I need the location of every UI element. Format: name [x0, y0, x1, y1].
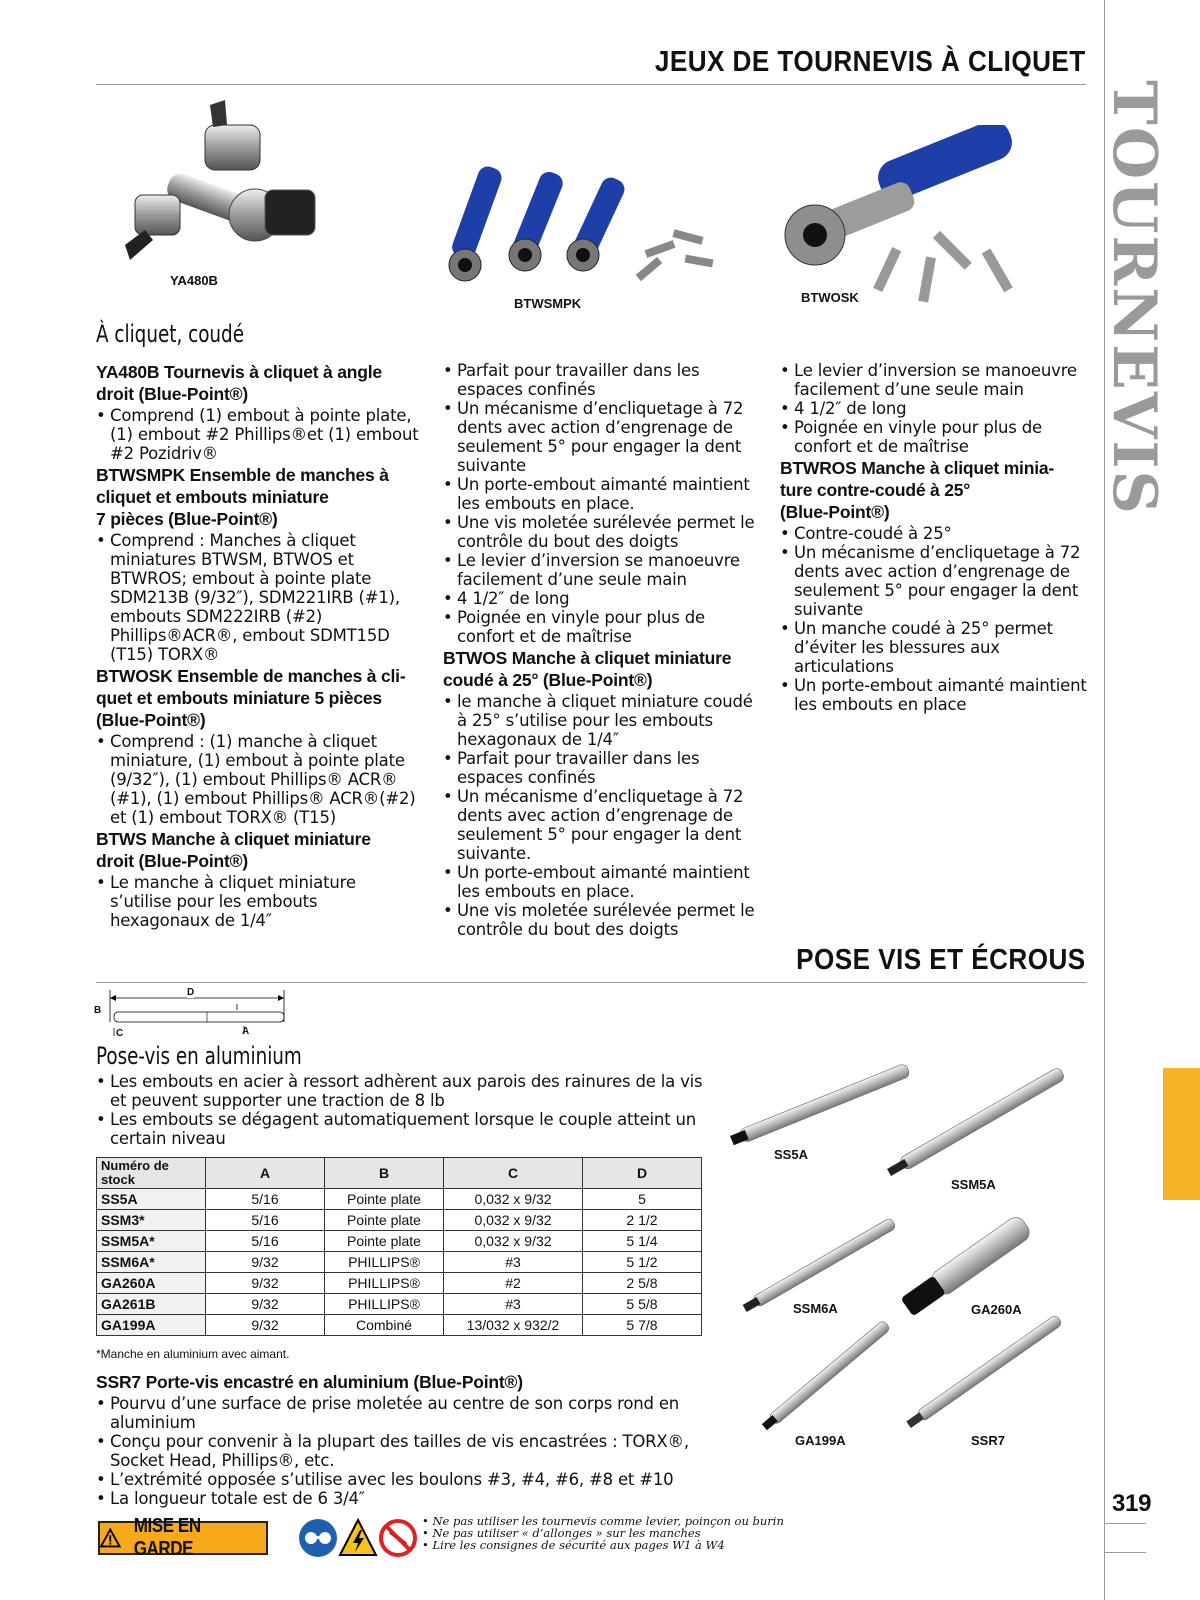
warning-triangle-icon — [100, 1528, 121, 1548]
table-cell: 0,032 x 9/32 — [444, 1189, 583, 1210]
tools-image — [725, 1040, 1095, 1460]
table-cell: 5/16 — [206, 1231, 325, 1252]
section1-subtitle: À cliquet, coudé — [96, 320, 245, 348]
ya480b-image — [115, 95, 330, 275]
list-item: • Un porte-embout aimanté maintient les embouts en place — [780, 676, 1095, 714]
list-item: • Parfait pour travailler dans les espaces confinés — [443, 749, 758, 787]
section1-col2 — [443, 361, 758, 939]
table-cell: 0,032 x 9/32 — [444, 1231, 583, 1252]
electric-hazard-icon — [338, 1518, 378, 1558]
table-header: D — [583, 1158, 702, 1189]
table-cell: 2 5/8 — [583, 1273, 702, 1294]
table-row — [97, 1210, 702, 1231]
diagram-label-c: C — [116, 1028, 124, 1039]
diagram-label-d: D — [187, 987, 195, 998]
table-header: B — [325, 1158, 444, 1189]
list-item: • Contre-coudé à 25° — [780, 524, 1095, 543]
ss5a-label: SS5A — [774, 1147, 808, 1162]
list-item: • 4 1/2″ de long — [443, 589, 758, 608]
page-number-rule-bottom — [1104, 1552, 1146, 1553]
btwsmpk-title: BTWSMPK Ensemble de manches à cliquet et embouts miniature 7 pièces (Blue-Point®) — [96, 465, 389, 529]
list-item: • Un porte-embout aimanté maintient les embouts en place. — [443, 475, 758, 513]
warning-item: • Lire les consignes de sécurité aux pages W1 à W4 — [422, 1538, 725, 1552]
table-cell: #3 — [444, 1252, 583, 1273]
page-number: 319 — [1112, 1490, 1152, 1517]
table-cell: SS5A — [97, 1189, 206, 1210]
table-cell: PHILLIPS® — [325, 1273, 444, 1294]
table-cell: PHILLIPS® — [325, 1252, 444, 1273]
list-item: • Un mécanisme d’encliquetage à 72 dents avec action d’engrenage de seulement 5° pour engager la dent suivante — [443, 399, 758, 475]
diagram-label-a: A — [242, 1026, 250, 1037]
table-cell: SSM3* — [97, 1210, 206, 1231]
table-header: Numéro de stock — [97, 1158, 206, 1189]
table-cell: SSM5A* — [97, 1231, 206, 1252]
list-item: • Parfait pour travailler dans les espaces confinés — [443, 361, 758, 399]
btwosk-label: BTWOSK — [801, 290, 859, 305]
ga199a-label: GA199A — [795, 1433, 846, 1448]
list-item: • L’extrémité opposée s’utilise avec les boulons #3, #4, #6, #8 et #10 — [96, 1470, 706, 1489]
list-item: • Une vis moletée surélevée permet le contrôle du bout des doigts — [443, 901, 758, 939]
table-cell: Pointe plate — [325, 1231, 444, 1252]
eye-protection-icon — [298, 1518, 338, 1558]
btwros-title: BTWROS Manche à cliquet minia- ture contre-coudé à 25° (Blue-Point®) — [780, 458, 1055, 522]
diagram-label-b: B — [94, 1005, 102, 1016]
list-item: • le manche à cliquet miniature coudé à 25° s’utilise pour les embouts hexagonaux de 1/4″ — [443, 692, 758, 749]
ssr7-block — [96, 1370, 706, 1508]
table-row — [97, 1315, 702, 1336]
list-item: • Pourvu d’une surface de prise moletée au centre de son corps rond en aluminium — [96, 1394, 706, 1432]
no-hammer-icon — [378, 1518, 418, 1558]
table-cell: 9/32 — [206, 1273, 325, 1294]
warning-item: • Ne pas utiliser les tournevis comme levier, poinçon ou burin — [422, 1514, 784, 1528]
table-cell: Combiné — [325, 1315, 444, 1336]
ga260a-label: GA260A — [971, 1302, 1022, 1317]
warning-item: • Ne pas utiliser « d’allonges » sur les manches — [422, 1526, 701, 1540]
table-row — [97, 1189, 702, 1210]
ssm5a-label: SSM5A — [951, 1177, 996, 1192]
table-cell: 5 7/8 — [583, 1315, 702, 1336]
table-cell: Pointe plate — [325, 1189, 444, 1210]
ya480b-title: YA480B Tournevis à cliquet à angle droit (Blue-Point®) — [96, 362, 382, 404]
list-item: • Une vis moletée surélevée permet le contrôle du bout des doigts — [443, 513, 758, 551]
side-tab-text: TOURNEVIS — [1099, 80, 1169, 516]
list-item: • La longueur totale est de 6 3/4″ — [96, 1489, 706, 1508]
ssr7-label: SSR7 — [971, 1433, 1005, 1448]
spec-table — [96, 1157, 702, 1336]
table-cell: 9/32 — [206, 1294, 325, 1315]
list-item: • Le levier d’inversion se manoeuvre facilement d’une seule main — [443, 551, 758, 589]
table-header-row — [97, 1158, 702, 1189]
table-cell: 5/16 — [206, 1189, 325, 1210]
page-number-rule-top — [1104, 1523, 1146, 1524]
table-row — [97, 1231, 702, 1252]
list-item: • Les embouts se dégagent automatiquement lorsque le couple atteint un certain niveau — [96, 1110, 706, 1148]
btwsmpk-image — [445, 145, 735, 295]
page-title: JEUX DE TOURNEVIS À CLIQUET — [655, 46, 1086, 78]
list-item: • Comprend : Manches à cliquet miniatures BTWSM, BTWOS et BTWROS; embout à pointe plate SDM213B (9/32″), SDM221IRB (#1), embouts SDM222IRB (#2) Phillips®ACR®, embout SDMT15D (T15) TORX® — [96, 531, 421, 664]
ssm6a-label: SSM6A — [793, 1301, 838, 1316]
list-item: • Un porte-embout aimanté maintient les embouts en place. — [443, 863, 758, 901]
table-row — [97, 1294, 702, 1315]
accent-tab — [1163, 1068, 1200, 1200]
table-note: *Manche en aluminium avec aimant. — [96, 1347, 290, 1361]
table-cell: #2 — [444, 1273, 583, 1294]
section2-bullets — [96, 1072, 706, 1148]
table-cell: GA261B — [97, 1294, 206, 1315]
ya480b-label: YA480B — [170, 273, 218, 288]
table-cell: 5 5/8 — [583, 1294, 702, 1315]
table-cell: 9/32 — [206, 1315, 325, 1336]
list-item: • Comprend (1) embout à pointe plate, (1) embout #2 Phillips®et (1) embout #2 Pozidriv® — [96, 406, 421, 463]
warning-box — [98, 1515, 268, 1560]
table-cell: 0,032 x 9/32 — [444, 1210, 583, 1231]
side-tab — [1099, 78, 1169, 518]
section2-subtitle: Pose-vis en aluminium — [96, 1042, 302, 1070]
list-item: • 4 1/2″ de long — [780, 399, 1095, 418]
section1-col1 — [96, 360, 421, 930]
list-item: • Poignée en vinyle pour plus de confort et de maîtrise — [780, 418, 1095, 456]
table-cell: 5/16 — [206, 1210, 325, 1231]
btws-title: BTWS Manche à cliquet miniature droit (Blue-Point®) — [96, 829, 371, 871]
title-rule — [96, 84, 1086, 85]
list-item: • Poignée en vinyle pour plus de confort et de maîtrise — [443, 608, 758, 646]
table-header: A — [206, 1158, 325, 1189]
table-cell: GA260A — [97, 1273, 206, 1294]
section2-rule — [96, 982, 1086, 983]
list-item: • Un mécanisme d’encliquetage à 72 dents avec action d’engrenage de seulement 5° pour engager la dent suivante. — [443, 787, 758, 863]
table-cell: 9/32 — [206, 1252, 325, 1273]
table-cell: 13/032 x 932/2 — [444, 1315, 583, 1336]
list-item: • Les embouts en acier à ressort adhèrent aux parois des rainures de la vis et peuvent supporter une traction de 8 lb — [96, 1072, 706, 1110]
list-item: • Le levier d’inversion se manoeuvre facilement d’une seule main — [780, 361, 1095, 399]
table-cell: 5 1/4 — [583, 1231, 702, 1252]
table-cell: PHILLIPS® — [325, 1294, 444, 1315]
btwsmpk-label: BTWSMPK — [514, 296, 582, 311]
table-cell: 2 1/2 — [583, 1210, 702, 1231]
table-cell: Pointe plate — [325, 1210, 444, 1231]
table-row — [97, 1273, 702, 1294]
list-item: • Un mécanisme d’encliquetage à 72 dents avec action d’engrenage de seulement 5° pour engager la dent suivante — [780, 543, 1095, 619]
list-item: • Comprend : (1) manche à cliquet miniature, (1) embout à pointe plate (9/32″), (1) embout Phillips® ACR® (#1), (1) embout Phillips® ACR®(#2) et (1) embout TORX® (T15) — [96, 732, 421, 827]
table-cell: GA199A — [97, 1315, 206, 1336]
warning-list — [422, 1515, 784, 1551]
dimension-diagram — [92, 987, 292, 1042]
table-cell: 5 — [583, 1189, 702, 1210]
table-header: C — [444, 1158, 583, 1189]
table-row — [97, 1252, 702, 1273]
btwosk-title: BTWOSK Ensemble de manches à cli- quet et embouts miniature 5 pièces (Blue-Point®) — [96, 666, 406, 730]
section2-title: POSE VIS ET ÉCROUS — [796, 944, 1086, 976]
list-item: • Un manche coudé à 25° permet d’éviter les blessures aux articulations — [780, 619, 1095, 676]
list-item: • Le manche à cliquet miniature s’utilise pour les embouts hexagonaux de 1/4″ — [96, 873, 421, 930]
warning-label: MISE EN GARDE — [133, 1515, 201, 1560]
table-cell: SSM6A* — [97, 1252, 206, 1273]
table-cell: 5 1/2 — [583, 1252, 702, 1273]
section1-col3 — [780, 361, 1095, 714]
btwos-title: BTWOS Manche à cliquet miniature coudé à 25° (Blue-Point®) — [443, 648, 732, 690]
ssr7-title: SSR7 Porte-vis encastré en aluminium (Blue-Point®) — [96, 1372, 523, 1392]
table-cell: #3 — [444, 1294, 583, 1315]
list-item: • Conçu pour convenir à la plupart des tailles de vis encastrées : TORX®, Socket Head, Phillips®, etc. — [96, 1432, 706, 1470]
